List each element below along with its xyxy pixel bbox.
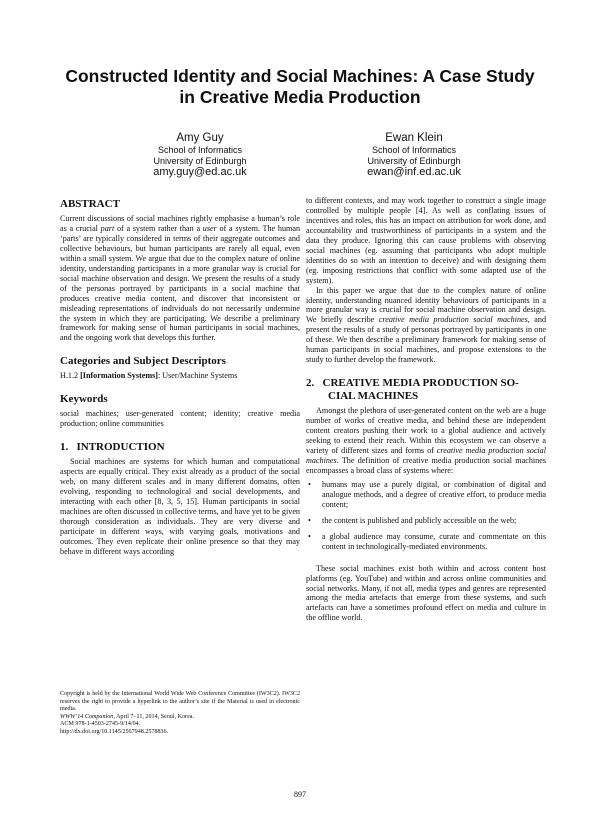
list-item-text: humans may use a purely digital, or combination of digital and analogue methods, and a degree of creative effort, to produce media content; — [322, 479, 546, 509]
title-line-2: in Creative Media Production — [179, 87, 421, 107]
category-code: H.1.2 — [60, 371, 81, 381]
paper-title — [40, 66, 560, 108]
abstract-paragraph — [60, 214, 300, 343]
introduction-paragraph-2 — [306, 286, 546, 366]
author-name: Amy Guy — [176, 132, 224, 144]
abstract-emphasis: user — [202, 223, 217, 233]
left-column — [60, 198, 300, 557]
bullet-icon: • — [308, 515, 311, 525]
copyright-footnote — [60, 691, 300, 737]
section-2-heading — [306, 377, 546, 403]
introduction-paragraph: Social machines are systems for which human and computational aspects are equally critical. They exist already as a product of the social web, on many different scales and in many different domains, often evolving, responding to technological and social developments, and interacting with each other [8, 3, 5, 15]. Human participants in social machines are often discussed in collective terms, and have yet to be given thorough consideration as individuals. They are very diverse and participate in different ways, with varying goals, motivations and outcomes. They even replicate their online presence so that they may behave in different ways according — [60, 457, 300, 556]
right-column — [306, 196, 546, 623]
bullet-icon: • — [308, 531, 311, 541]
conference-line — [60, 714, 300, 722]
bullet-icon: • — [308, 479, 311, 489]
author-name: Ewan Klein — [385, 132, 443, 144]
intro-text: , and present the results of a study of personas portrayed by participants in one of these. We then describe a preliminary framework for making sense of human participants in social machines, and propose extensions to the study to further develop the framework. — [306, 315, 547, 365]
category-name: [Information Systems] — [80, 371, 158, 381]
author-email: amy.guy@ed.ac.uk — [153, 166, 247, 178]
abstract-heading: ABSTRACT — [60, 198, 120, 210]
section-2-heading-line-2: CIAL MACHINES — [328, 390, 419, 403]
keywords-heading: Keywords — [60, 393, 108, 406]
intro-text: In this paper we argue that due to the complex nature of online identity, understanding nuanced identity behaviours of participants in a more granular way is crucial for social machine observation and design. We briefly describe — [306, 285, 546, 325]
list-item — [308, 531, 546, 552]
section-2-text: Amongst the plethora of user-generated content on the web are a huge number of works of creative media, and behind these are independent content creators pushing their work to a global audience and actively seeking to extend their reach. Within this ecosystem we can observe a variety of different sizes and forms of — [306, 406, 546, 456]
categories-text — [60, 371, 300, 381]
introduction-paragraph-continued: to different contexts, and may work together to construct a single image controlled by multiple people [4]. As well as conflating issues of incentives and roles, this has an impact on attribution for work done, and accountability and trustworthiness of participants in a system and the data they produce. Ignoring this can cause problems with observing social machines (eg. assuming that participants who adopt multiple identities do so with an intention to deceive) and with designing them (eg. imposing restrictions that conflict with some adapted use of the system). — [306, 196, 546, 285]
copyright-text: Copyright is held by the International World Wide Web Conference Committee (IW3C2). IW3C2 reserves the right to provide a hyperlink to the author’s site if the Material is used in electronic media. — [60, 691, 300, 713]
abstract-text: of a system rather than a — [114, 223, 203, 233]
section-2-paragraph — [306, 406, 546, 476]
section-2-text: . The definition of creative media production social machines encompasses a broad class of systems where: — [306, 455, 546, 475]
doi-line: http://dx.doi.org/10.1145/2567948.2578836. — [60, 728, 169, 735]
abstract-emphasis: part — [100, 223, 115, 233]
list-item — [308, 515, 546, 526]
section-2-paragraph-2: These social machines exist both within and across content host platforms (eg. YouTube) and within and across online communities and social networks. Many, if not all, media types and genres are represented among the media artefacts that emerge from these systems, and such artefacts can have a sometimes profound effect on media and culture in the offline world. — [306, 563, 546, 623]
abstract-text: of a system. The human ‘parts’ are typically considered in terms of their aggregate outcomes and collective behaviours, but human participants are rarely all equal, even within a small system. We argue that due to the complex nature of online identity, understanding participants in a more granular way is crucial for social machine observation and design. We present the results of a study of the personas portrayed by participants in a social machine that produces creative media content, and discover that inconsistent or misleading representations of individuals do not necessarily undermine the system in which they are participating. We describe a preliminary framework for making sense of human participants in social machines, and the ongoing work that develops this further. — [60, 223, 301, 343]
author-department: School of Informatics — [157, 145, 243, 155]
category-descriptor: : User/Machine Systems — [157, 371, 238, 381]
author-block-1 — [100, 132, 300, 178]
author-email: ewan@inf.ed.ac.uk — [367, 166, 461, 178]
list-item — [308, 479, 546, 510]
keywords-text: social machines; user-generated content; identity; creative media production; online communities — [60, 409, 300, 429]
author-institution: University of Edinburgh — [367, 155, 461, 166]
author-department: School of Informatics — [371, 145, 457, 155]
author-block-2 — [314, 132, 514, 178]
list-item-text: the content is published and publicly accessible on the web; — [322, 515, 517, 525]
section-2-emphasis: creative media production social machines — [306, 446, 546, 465]
title-line-1: Constructed Identity and Social Machines: A Case Study — [65, 66, 535, 86]
introduction-heading: 1. INTRODUCTION — [60, 441, 165, 454]
conference-name: WWW’14 Companion, — [60, 713, 115, 720]
abstract-text: Current discussions of social machines rightly emphasise a human’s role as a crucial — [60, 214, 300, 233]
acm-line: ACM 978-1-4503-2745-9/14/04. — [60, 721, 141, 728]
author-institution: University of Edinburgh — [153, 155, 247, 166]
categories-heading: Categories and Subject Descriptors — [60, 355, 226, 368]
intro-emphasis: creative media production social machines — [378, 315, 528, 325]
conference-details: April 7–11, 2014, Seoul, Korea. — [114, 713, 194, 720]
page-number: 897 — [294, 790, 306, 799]
list-item-text: a global audience may consume, curate and commentate on this content in technologically-mediated environments. — [322, 531, 546, 551]
section-2-heading-line-1: 2. CREATIVE MEDIA PRODUCTION SO- — [306, 377, 519, 390]
bullet-list — [306, 480, 546, 552]
